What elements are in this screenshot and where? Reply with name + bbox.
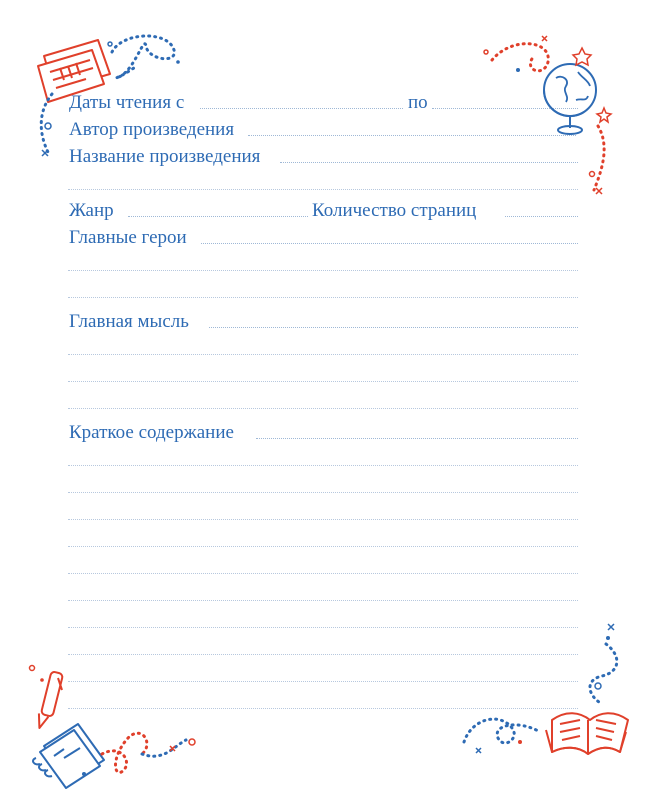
- heroes-field-line-2[interactable]: [68, 270, 578, 271]
- summary-field-line-4[interactable]: [68, 519, 578, 520]
- main-idea-label: Главная мысль: [69, 311, 189, 332]
- papers-icon: [30, 30, 190, 170]
- summary-field-line-6[interactable]: [68, 573, 578, 574]
- summary-label: Краткое содержание: [69, 422, 234, 443]
- dates-label: Даты чтения с: [69, 92, 185, 113]
- summary-field[interactable]: [256, 438, 578, 439]
- globe-icon: [482, 34, 622, 204]
- main-idea-field-line-2[interactable]: [68, 354, 578, 355]
- date-from-field[interactable]: [200, 108, 403, 109]
- heroes-field-line-3[interactable]: [68, 297, 578, 298]
- heroes-field[interactable]: [201, 243, 578, 244]
- open-book-icon: [460, 620, 632, 770]
- genre-field[interactable]: [128, 216, 308, 217]
- dates-to-label: по: [408, 92, 428, 113]
- main-idea-field-line-3[interactable]: [68, 381, 578, 382]
- summary-field-line-5[interactable]: [68, 546, 578, 547]
- pages-label: Количество страниц: [312, 200, 477, 221]
- summary-field-line-3[interactable]: [68, 492, 578, 493]
- heroes-label: Главные герои: [69, 227, 187, 248]
- summary-field-line-2[interactable]: [68, 465, 578, 466]
- summary-field-line-7[interactable]: [68, 600, 578, 601]
- main-idea-field-line-4[interactable]: [68, 408, 578, 409]
- main-idea-field[interactable]: [209, 327, 578, 328]
- author-label: Автор произведения: [69, 119, 235, 140]
- notebook-icon: [33, 724, 104, 788]
- pen-icon: [24, 662, 204, 792]
- title-label: Название произведения: [69, 146, 261, 167]
- genre-label: Жанр: [69, 200, 114, 221]
- pages-field[interactable]: [505, 216, 578, 217]
